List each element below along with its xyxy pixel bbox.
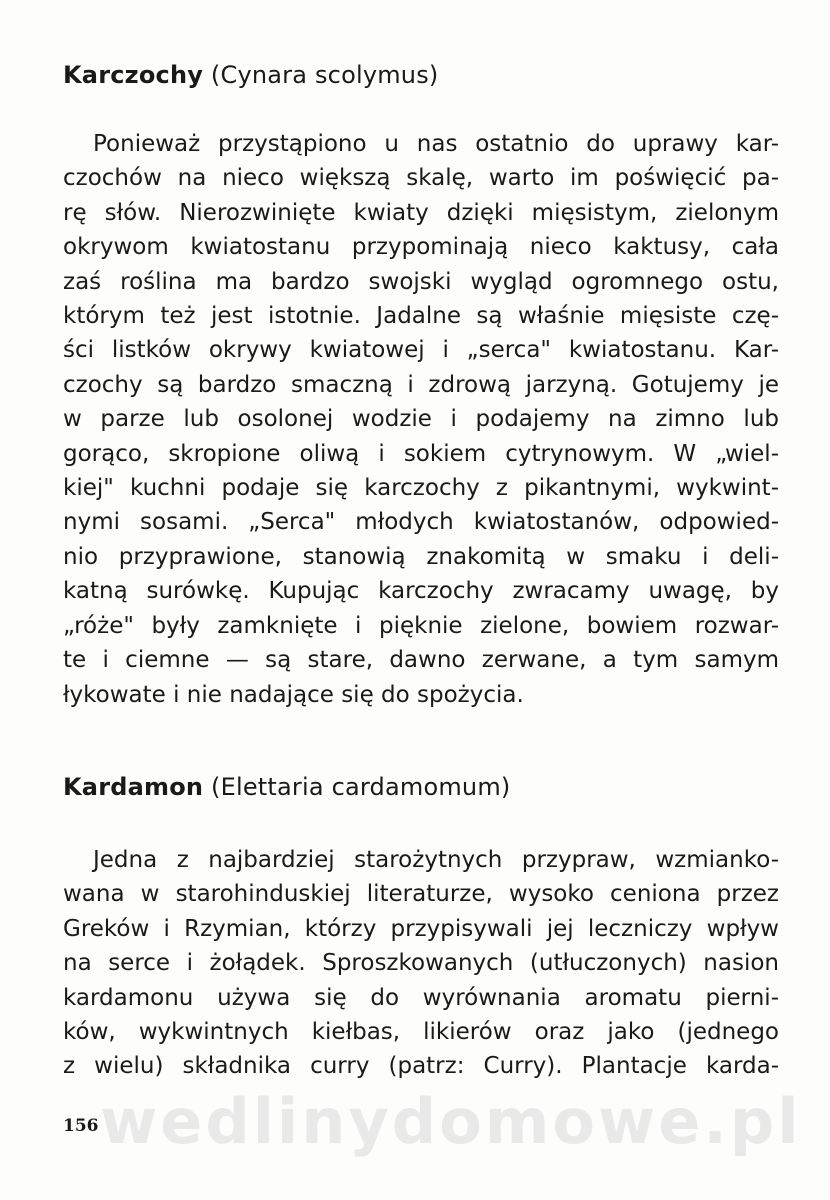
entry-latin-name: (Elettaria cardamomum) [211, 773, 511, 801]
text-line: czochów na nieco większą skalę, warto im poświęcić pa- [63, 165, 779, 192]
text-line: którym też jest istotnie. Jadalne są właśnie mięsiste czę- [63, 303, 779, 330]
text-line: kardamonu używa się do wyrównania aromatu pierni- [63, 984, 779, 1011]
text-line: katną surówkę. Kupując karczochy zwracamy uwagę, by [63, 578, 779, 605]
text-line: Jedna z najbardziej starożytnych przypraw, wzmianko- [93, 847, 779, 873]
entry-term: Karczochy [63, 61, 204, 89]
text-line: w parze lub osolonej wodzie i podajemy na zimno lub [63, 406, 779, 433]
text-line: Ponieważ przystąpiono u nas ostatnio do uprawy kar- [93, 131, 779, 157]
entry-latin-name: (Cynara scolymus) [210, 61, 439, 89]
text-line: wana w starohinduskiej literaturze, wysoko ceniona przez [63, 881, 779, 908]
text-line: zaś roślina ma bardzo swojski wygląd ogromnego ostu, [63, 268, 779, 295]
entry-body-kardamon [63, 843, 779, 1084]
text-line: ków, wykwintnych kiełbas, likierów oraz jako (jednego [63, 1019, 779, 1046]
text-line: Greków i Rzymian, którzy przypisywali jej leczniczy wpływ [63, 915, 779, 942]
entry-term: Kardamon [63, 773, 204, 801]
entry-heading-kardamon [63, 772, 510, 802]
entry-heading-karczochy [63, 60, 438, 90]
text-line: te i ciemne — są stare, dawno zerwane, a tym samym [63, 647, 779, 674]
text-line: okrywom kwiatostanu przypominają nieco kaktusy, cała [63, 234, 779, 261]
text-line: z wielu) składnika curry (patrz: Curry). Plantacje karda- [63, 1053, 779, 1080]
text-line: nymi sosami. „Serca" młodych kwiatostanów, odpowied- [63, 509, 779, 536]
text-line: łykowate i nie nadające się do spożycia. [63, 681, 524, 708]
text-line: ści listków okrywy kwiatowej i „serca" kwiatostanu. Kar- [63, 337, 779, 364]
text-line: czochy są bardzo smaczną i zdrową jarzyną. Gotujemy je [63, 371, 779, 398]
text-line: na serce i żołądek. Sproszkowanych (utłuczonych) nasion [63, 950, 779, 977]
text-line: „róże" były zamknięte i pięknie zielone, bowiem rozwar- [63, 612, 779, 639]
entry-body-karczochy [63, 127, 779, 712]
text-line: rę słów. Nierozwinięte kwiaty dzięki mięsistym, zielonym [63, 199, 779, 226]
text-line: nio przyprawione, stanowią znakomitą w smaku i deli- [63, 543, 779, 570]
text-line: gorąco, skropione oliwą i sokiem cytrynowym. W „wiel- [63, 440, 779, 467]
watermark: wedlinydomowe.pl [100, 1085, 802, 1158]
page-number: 156 [63, 1116, 99, 1136]
text-line: kiej" kuchni podaje się karczochy z pikantnymi, wykwint- [63, 475, 779, 502]
